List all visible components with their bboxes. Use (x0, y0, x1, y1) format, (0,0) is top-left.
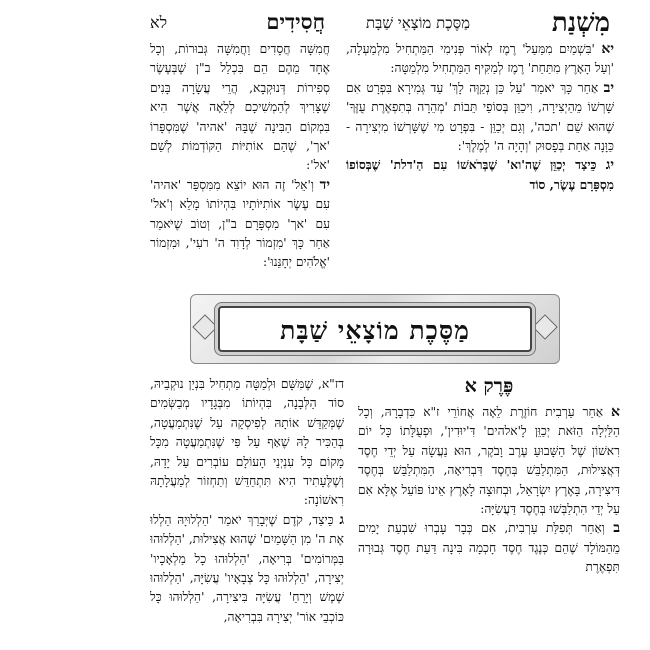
paragraph-text: דז"א, שֶׁמִּשָּׁם וּלְמַטָּה מַתְחִיל בִּנְיַן נוּקְבֵיהּ, סוֹד הַלְּבָנָה, בִּהְיוֹתוֹ מִבְּגָדָיו מְבַשְּׂמִים שֶׁמְּקַדֵּשׁ אוֹתָהּ לְפִיסְקָה עַל שֶׁנִּתְמַעֲטָה, בְּהַכִּיר לָהּ שֶׁאַף עַל פִּי שֶׁנִּתְמַעֲטָה מִכָּל מָקוֹם כָּל עִנְיְנֵי הָעוֹלָם עוֹבְרִים עַל יָדָהּ, וְשֶׁלֶּעָתִיד הִיא תִּתְחַדֵּשׁ וְתַחְזוֹר לְמַעֲלָתָהּ רִאשׁוֹנָה: (150, 377, 344, 508)
paragraph (150, 176, 330, 273)
banner-title: מַסֶּכֶת מוֹצָאֵי שַׁבָּת (280, 316, 470, 345)
paragraph-text: 'בִּשְׁמַיִם מִמַּעַל' רֶמֶז לְאוֹר פְּנִימִי הַמַּתְחִיל מִלְמַעְלָה, 'וְעַל הָאָרֶץ מִתַּחַת' רֶמֶז לְמַקִּיף הַמַּתְחִיל מִלְמַטָּה: (346, 42, 614, 76)
paragraph-text: וְ'אֵל' זֶה הוּא יוֹצֵא מִמִּסְפַּר 'אהיה' עִם עֶשֶׂר אוֹתִיּוֹתָיו בִּהְיוֹתוֹ מָלֵא וְ'אל' עִם 'אך' מִסְפָּרָם ב"ן, וְטוֹב שֶׁיֹּאמַר אַחַר כָּךְ 'מִזְמוֹר לְדָוִד ה' רֹעִי', וּמִזְמוֹר 'אֱלֹהִים יְחָנֵּנוּ': (150, 177, 330, 270)
paragraph-number: יד (319, 176, 330, 193)
page-header (150, 8, 610, 42)
page-number: לא (150, 13, 168, 32)
paragraph (346, 156, 614, 195)
chapter-heading: פֶּרֶק א (464, 375, 514, 397)
bottom-left-column (150, 375, 344, 650)
paragraph-number: ב (613, 520, 620, 537)
paragraph-number: ג (339, 511, 344, 528)
paragraph (346, 40, 614, 79)
paragraph (150, 375, 344, 511)
top-left-column (150, 40, 330, 298)
banner-plaque (218, 306, 532, 352)
paragraph-text: וְאַחַר תְּפִלַּת עַרְבִית, אִם כְּבָר עָבְרוּ שִׁבְעַת יָמִים מֵהַמּוֹלָד שֶׁהֵם כְּנֶגֶד חֶסֶד חָכְמָה בִּינָה דַּעַת חֶסֶד גְּבוּרָה תִּפְאֶרֶת (358, 521, 620, 575)
top-right-column (346, 40, 614, 298)
paragraph (346, 79, 614, 157)
paragraph (150, 40, 330, 176)
paragraph (150, 511, 344, 627)
paragraph-number: יב (603, 79, 614, 96)
paragraph-number: א (611, 404, 620, 420)
bottom-right-column (358, 375, 620, 650)
paragraph-text: אַחַר עַרְבִית חוֹזֶרֶת לֵאָה אֲחוֹרֵי ז"א כִּדְבָרָהּ, וְכָל הַלַּיְלָה הַזֹּאת יְכַוֵּן לָ'אלהים' דִּ'יוּדִין', וּפְעֻלָּתוֹ כָּל יוֹם רִאשׁוֹן שֶׁל הַשָּׁבוּעַ עֶרֶב וָבֹקֶר, הוּא נַעֲשָׂה עַל יְדֵי חֶסֶד דְּאֲצִילוּת, הַמִּתְלַבֵּשׁ בְּחֶסֶד דִּבְרִיאָה, הַמִּתְלַבֵּשׁ בְּחֶסֶד דִּיצִירָה, בָּאֶרֶץ יִשְׂרָאֵל, וּבְחוּצָה לָאָרֶץ אֵינוֹ פּוֹעֵל אֶלָּא אִם עַל יְדֵי הִתְלַבְּשׁוּ בְּחֶסֶד דַּעֲשִׂיָּה: (358, 405, 620, 517)
tractate-banner (190, 294, 560, 364)
paragraph-text: חֲמִשָּׁה חֲסָדִים וַחֲמִשָּׁה גְּבוּרוֹת, וְכָל אֶחָד מֵהֶם הֵם בִּכְלַל ב"ן שֶׁבְּעֶשֶׂר סְפִירוֹת דְּנוּקְבָא, הֲרֵי עֲשָׂרָה בָּנִים שֶׁצָּרִיךְ לְהַמְשִׁיכָם לְלֵאָה אֲשֶׁר הִיא בִּמְקוֹם הַבִּינָה שֶׁבָּהּ 'אהיה' שֶׁמִּסְפָּרוֹ 'אך', שֶׁהֵם אוֹתִיּוֹת הַקּוֹדְמוֹת לְשֵׁם 'אל': (150, 42, 330, 173)
paragraph (358, 403, 620, 519)
paragraph-number: יא (601, 41, 614, 57)
header-book-title: מִשְׁנַת (551, 8, 610, 38)
paragraph-text: אַחַר כָּךְ יֹאמַר 'עַל כֵּן נְקַוֶּה לָךְ' עַד גְּמִירָא בִּפְרָט אִם שָׁרְשׁוֹ מֵהַיְצִירָה, וִיכַוֵּן בְּסוֹפֵי תֵּבוֹת 'מְהֵרָה בְּתִפְאֶרֶת עֻזֶּךָ' שֶׁהוּא שֵׁם 'תכה', וְגַם יְכַוֵּן - בִּפְרָט מִי שֶׁשָּׁרְשׁוֹ מִיְצִירָה - כַּוָּנָה אַחַת בְּפָסוּק 'וְהָיָה ה' לְמֶלֶךְ': (346, 80, 614, 154)
paragraph (358, 519, 620, 577)
paragraph-number: יג (605, 157, 614, 174)
header-section-title: חֲסִידִים (266, 9, 325, 34)
header-tractate: מַסֶּכֶת מוֹצָאֵי שַׁבָּת (366, 14, 470, 32)
paragraph-text: כֵּיצַד יְכַוֵּן שֶׁה'וא' שֶׁבְּרֹאשׁוֹ עִם הַ'דלת' שֶׁבְּסוֹפוֹ מִסְפָּרָם עֶשֶׂר, סוֹד (346, 158, 614, 192)
paragraph-text: כֵּיצַד, קֹדֶם שֶׁיְּבָרֵךְ יֹאמַר 'הַלְלוּיָהּ הַלְלוּ אֶת ה' מִן הַשָּׁמַיִם' שֶׁהוּא אֲצִילוּת, 'הַלְלוּהוּ בַּמְּרוֹמִים' בְּרִיאָה, 'הַלְלוּהוּ כָל מַלְאָכָיו' יְצִירָה, 'הַלְלוּהוּ כָּל צְבָאָיו' עֲשִׂיָּה, 'הַלְלוּהוּ שֶׁמֶשׁ וְיָרֵחַ' עֲשִׂיָּה בִּיצִירָה, 'הַלְלוּהוּ כָּל כּוֹכְבֵי אוֹר' יְצִירָה בִּבְרִיאָה, (150, 512, 344, 624)
